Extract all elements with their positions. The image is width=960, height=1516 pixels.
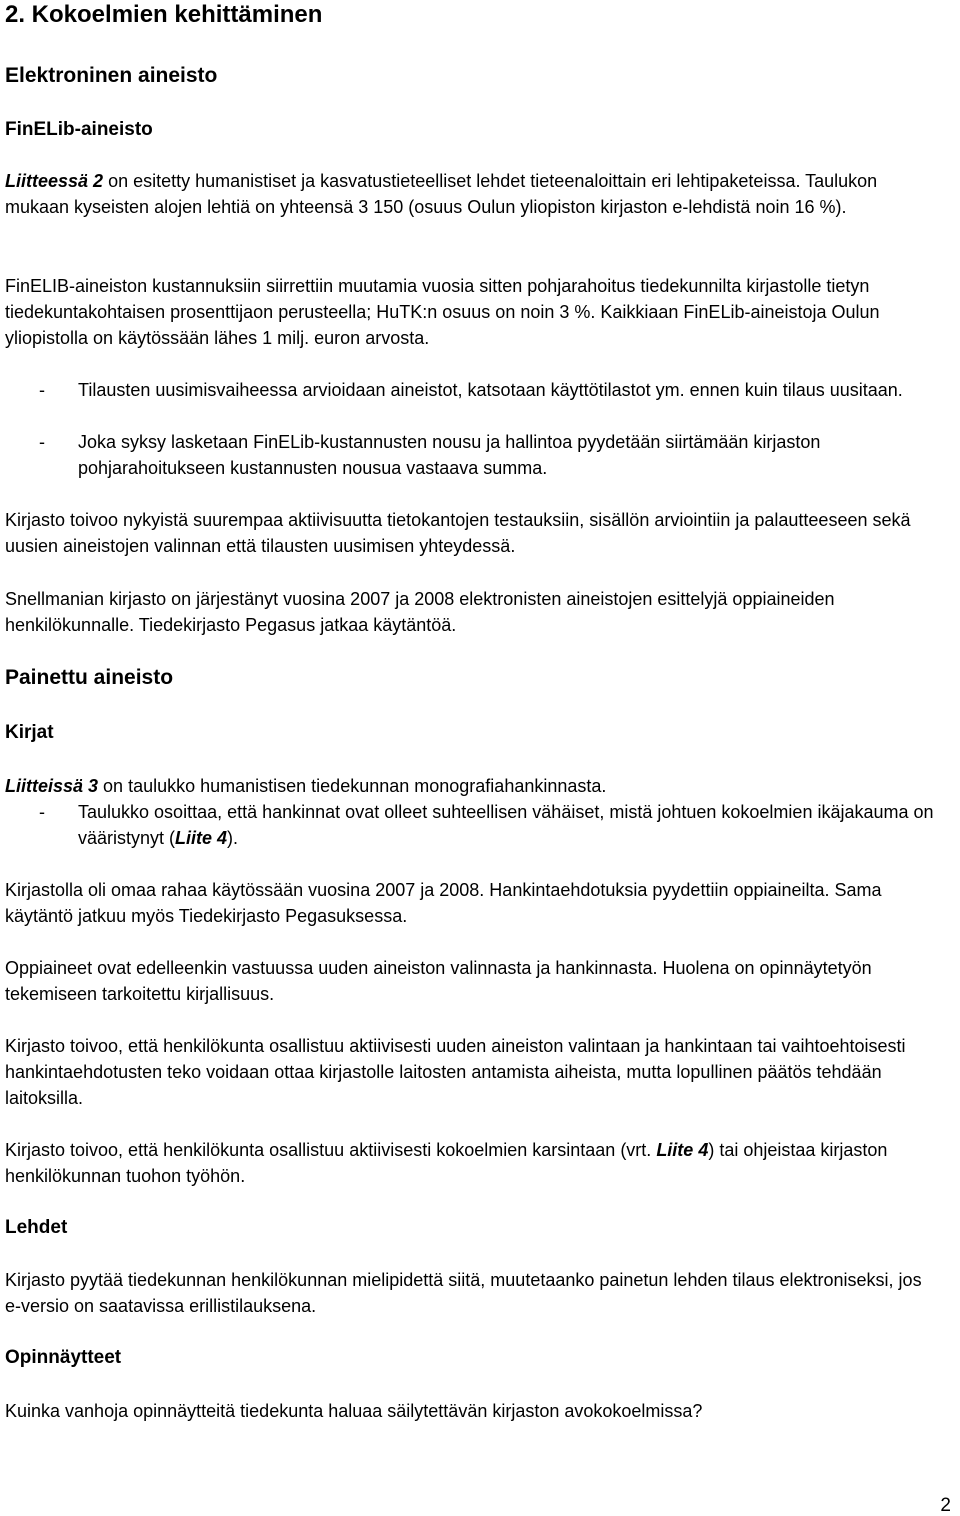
section-title: 2. Kokoelmien kehittäminen	[5, 1, 323, 28]
finelib-paragraph-2: FinELIB-aineiston kustannuksiin siirrettiin muutamia vuosia sitten pohjarahoitus tiedekunnilta kirjastolle tietyn tiedekuntakohtaisen prosenttijaon perusteella; HuTK:n osuus on noin 3 %. Kaikkiaan FinELib-aineistoja Oulun yliopistolla on käytössään lähes 1 milj. euron arvosta.	[5, 276, 880, 348]
heading-printed: Painettu aineisto	[5, 666, 174, 689]
finelib-paragraph-1-text: on esitetty humanistiset ja kasvatustieteelliset lehdet tieteenaloittain eri lehtipaketeissa. Taulukon mukaan kyseisten alojen lehtiä on yhteensä 3 150 (osuus Oulun yliopiston kirjaston e-lehdistä noin 16 %).	[5, 171, 878, 217]
dash-marker: -	[39, 432, 45, 452]
heading-theses: Opinnäytteet	[5, 1347, 122, 1368]
heading-books: Kirjat	[5, 722, 54, 743]
list-item-text-end: ).	[227, 828, 239, 848]
dash-marker: -	[39, 802, 45, 822]
heading-electronic: Elektroninen aineisto	[5, 64, 218, 87]
books-paragraph-5	[5, 1137, 942, 1189]
books-paragraph-4: Kirjasto toivoo, että henkilökunta osallistuu aktiivisesti uuden aineiston valintaan ja hankintaan tai vaihtoehtoisesti hankintaehdotusten teko voidaan ottaa kirjastolle laitosten antamista aiheista, mutta lopullinen päätös tehdään laitoksilla.	[5, 1036, 906, 1108]
list-item	[5, 799, 942, 851]
appendix-ref: Liite 4	[656, 1140, 709, 1160]
books-paragraph-5-end: ) tai ohjeistaa kirjaston henkilökunnan tuohon työhön.	[5, 1140, 888, 1186]
list-item-text	[78, 799, 942, 851]
books-paragraph-2: Kirjastolla oli omaa rahaa käytössään vuosina 2007 ja 2008. Hankintaehdotuksia pyydettiin oppiaineilta. Sama käytäntö jatkuu myös Tiedekirjasto Pegasuksessa.	[5, 880, 882, 926]
finelib-paragraph-4: Snellmanian kirjasto on järjestänyt vuosina 2007 ja 2008 elektronisten aineistojen esittelyjä oppiaineiden henkilökunnalle. Tiedekirjasto Pegasus jatkaa käytäntöä.	[5, 589, 835, 635]
heading-finelib: FinELib-aineisto	[5, 119, 153, 140]
appendix-ref: Liite 4	[175, 828, 228, 848]
list-item	[5, 377, 942, 403]
list-item	[5, 429, 942, 481]
journals-paragraph-1: Kirjasto pyytää tiedekunnan henkilökunnan mielipidettä siitä, muutetaanko painetun lehden tilaus elektroniseksi, jos e-versio on saatavissa erillistilauksena.	[5, 1270, 922, 1316]
theses-paragraph-1: Kuinka vanhoja opinnäytteitä tiedekunta haluaa säilytettävän kirjaston avokokoelmissa?	[5, 1401, 703, 1421]
list-item-text: Tilausten uusimisvaiheessa arvioidaan aineistot, katsotaan käyttötilastot ym. ennen kuin tilaus uusitaan.	[78, 380, 903, 400]
heading-journals: Lehdet	[5, 1217, 68, 1238]
appendix-ref: Liitteessä 2	[5, 171, 104, 191]
list-item-text-main: Taulukko osoittaa, että hankinnat ovat olleet suhteellisen vähäiset, mistä johtuen kokoelmien ikäjakauma on vääristynyt (	[78, 802, 934, 848]
books-paragraph-3: Oppiaineet ovat edelleenkin vastuussa uuden aineiston valinnasta ja hankinnasta. Huolena on opinnäytetyön tekemiseen tarkoitettu kirjallisuus.	[5, 958, 872, 1004]
appendix-ref: Liitteissä 3	[5, 776, 99, 796]
books-paragraph-5-start: Kirjasto toivoo, että henkilökunta osallistuu aktiivisesti kokoelmien karsintaan (vrt.	[5, 1140, 657, 1160]
finelib-paragraph-3: Kirjasto toivoo nykyistä suurempaa aktiivisuutta tietokantojen testauksiin, sisällön arviointiin ja palautteeseen sekä uusien aineistojen valinnan että tilausten uusimisen yhteydessä.	[5, 510, 911, 556]
page-number: 2	[940, 1495, 951, 1516]
books-paragraph-1-text: on taulukko humanistisen tiedekunnan monografiahankinnasta.	[98, 776, 607, 796]
dash-marker: -	[39, 380, 45, 400]
list-item-text: Joka syksy lasketaan FinELib-kustannusten nousu ja hallintoa pyydetään siirtämään kirjaston pohjarahoitukseen kustannusten nousua vastaava summa.	[78, 432, 821, 478]
finelib-paragraph-1	[5, 168, 942, 220]
books-paragraph-1	[5, 773, 942, 799]
